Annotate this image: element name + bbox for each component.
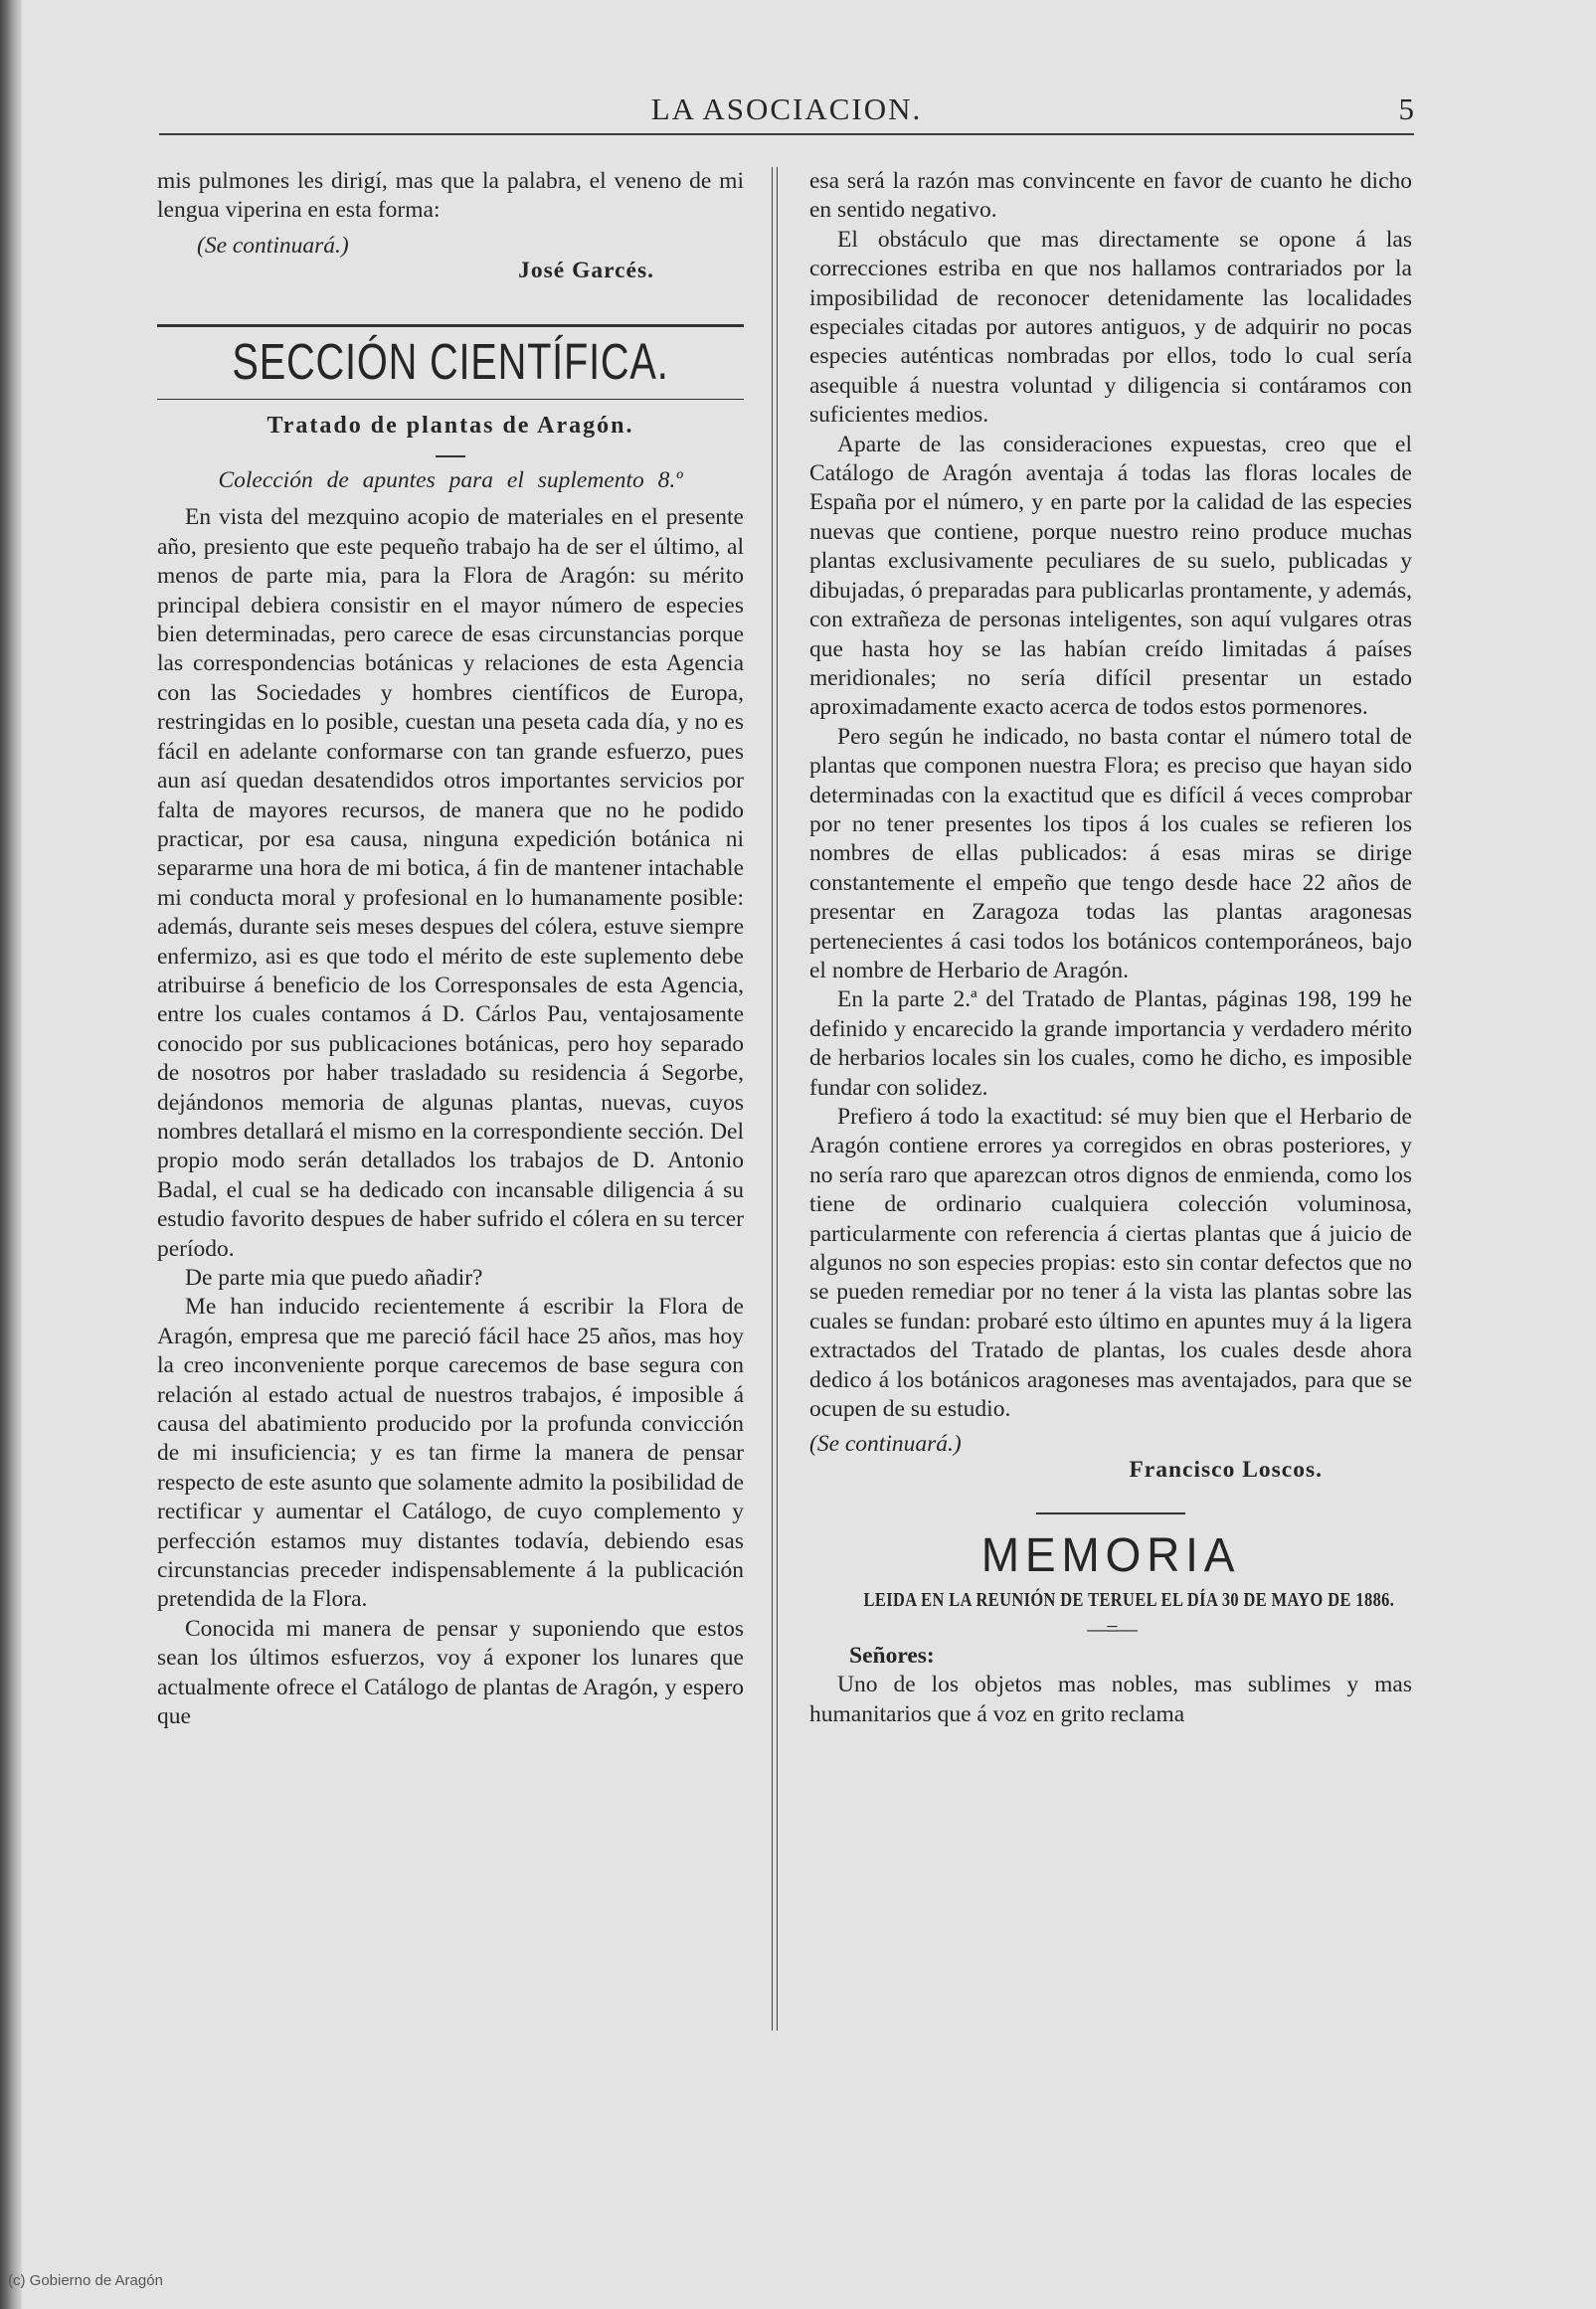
memoria-subtitle: LEIDA EN LA REUNIÓN DE TERUEL EL DÍA 30 DE MAYO DE 1886.: [863, 1589, 1395, 1612]
article-subtitle: Colección de apuntes para el suplemento 8.º: [218, 467, 683, 494]
right-column: [809, 167, 1412, 1729]
page-binding-edge: [0, 0, 22, 2309]
left-column: [157, 167, 744, 1732]
section-rule-top: [157, 324, 744, 327]
continued-note: (Se continuará.): [197, 232, 349, 259]
article-paragraph: El obstáculo que mas directamente se opone á las correcciones estriba en que nos hallamos contrariados por la imposibilidad de reconocer detenidamente las localidades especiales citadas por autores antiguos, y de adquirir no pocas especies auténticas nombradas por ellos, todo lo cual sería asequible á nuestra voluntad y diligencia si contáramos con suficientes medios.: [809, 226, 1412, 429]
opening-paragraph: mis pulmones les dirigí, mas que la palabra, el veneno de mi lengua viperina en esta forma:: [157, 168, 744, 224]
header-rule: [159, 133, 1414, 135]
article-paragraph: Conocida mi manera de pensar y suponiendo que estos sean los últimos esfuerzos, voy á exponer los lunares que actualmente ofrece el Catálogo de plantas de Aragón, y espero que: [157, 1615, 744, 1730]
article-paragraph: Aparte de las consideraciones expuestas, creo que el Catálogo de Aragón aventaja á todas las floras locales de España por el número, y en parte por la calidad de las especies nuevas que contiene, porque nuestro reino produce muchas plantas exclusivamente peculiares de su suelo, publicadas y dibujadas, ó preparadas para publicarlas prontamente, y además, con extrañeza de personas inteligentes, son aquí vulgares otras que hasta hoy se las habían creído limitadas á países meridionales; no sería difícil presentar un estado aproximadamente exacto acerca de todos estos pormenores.: [809, 431, 1412, 721]
memoria-title: MEMORIA: [980, 1529, 1241, 1583]
author-signature: Francisco Loscos.: [1129, 1456, 1323, 1483]
title-dash: [157, 444, 744, 464]
article-paragraph: esa será la razón mas convincente en favor de cuanto he dicho en sentido negativo.: [809, 168, 1412, 224]
memoria-rule: [1036, 1512, 1185, 1514]
page-header: [159, 88, 1414, 133]
article-paragraph: Pero según he indicado, no basta contar el número total de plantas que componen nuestra Flora; es preciso que hayan sido determinadas con la exactitud que es difícil á veces comprobar por no tener presentes los tipos á los cuales se refieren los nombres de ellas publicados: á esas miras se dirige constantemente el empeño que tengo desde hace 22 años de presentar en Zaragoza todas las plantas aragonesas pertenecientes á casi todos los botánicos contemporáneos, bajo el nombre de Herbario de Aragón.: [809, 723, 1412, 983]
author-signature: José Garcés.: [518, 258, 654, 284]
memoria-paragraph: Uno de los objetos mas nobles, mas sublimes y mas humanitarios que á voz en grito reclama: [809, 1672, 1412, 1727]
article-paragraph: Prefiero á todo la exactitud: sé muy bien que el Herbario de Aragón contiene errores ya corregidos en obras posteriores, y no sería raro que aparezcan otros dignos de enmienda, como los tiene de ordinario cualquiera colección voluminosa, particularmente con referencia á ciertas plantas que á juicio de algunos no son especies propias: esto sin contar defectos que no se pueden remediar por no tener á la vista las plantas sobre las cuales se fundan: probaré esto último en apuntes muy á la ligera extractados del Tratado de plantas, los cuales desde ahora dedico á los botánicos aragoneses mas aventajados, para que se ocupen de su estudio.: [809, 1104, 1412, 1423]
article-paragraph: Me han inducido recientemente á escribir la Flora de Aragón, empresa que me pareció fácil hace 25 años, mas hoy la creo inconveniente porque carecemos de base segura con relación al estado actual de nuestros trabajos, é imposible á causa del abatimiento producido por la profunda convicción de mi insuficiencia; y es tan firme la manera de pensar respecto de este asunto que solamente admito la posibilidad de rectificar y aumentar el Catálogo, de cuyo complemento y perfección estamos muy distantes todavía, debiendo esas circunstancias preceder indispensablemente á la publicación pretendida de la Flora.: [157, 1294, 744, 1613]
continued-note: (Se continuará.): [809, 1431, 962, 1458]
copyright-footer: (c) Gobierno de Aragón: [8, 2272, 163, 2289]
column-divider: [772, 167, 778, 2031]
section-title: SECCIÓN CIENTÍFICA.: [232, 332, 669, 390]
section-rule-bottom: [157, 399, 744, 400]
article-paragraph: En vista del mezquino acopio de materiales en el presente año, presiento que este pequeño trabajo ha de ser el último, al menos de parte mia, para la Flora de Aragón: su mérito principal debiera consistir en el mayor número de especies bien determinadas, pero carece de esas circunstancias porque las correspondencias botánicas y relaciones de esta Agencia con las Sociedades y hombres científicos de Europa, restringidas en lo posible, cuestan una peseta cada día, y no es fácil en adelante conformarse con tan grande esfuerzo, pues aun así quedan desatendidos otros importantes servicios por falta de mayores recursos, de manera que no he podido practicar, por esa causa, ninguna expedición botánica ni separarme una hora de mi botica, á fin de mantener intachable mi conducta moral y profesional en lo humanamente posible: además, durante seis meses despues del cólera, estuve siempre enfermizo, asi es que todo el mérito de este suplemento debe atribuirse á beneficio de los Corresponsales de esta Agencia, entre los cuales contamos á D. Cárlos Pau, ventajosamente conocido por sus publicaciones botánicas, pero hoy separado de nosotros por haber trasladado su residencia á Segorbe, dejándonos memoria de algunas plantas, nuevas, cuyos nombres detallará el mismo en la correspondiente sección. Del propio modo serán detallados los trabajos de D. Antonio Badal, el cual se ha dedicado con incansable diligencia á su estudio favorito despues de haber sufrido el cólera en su tercer período.: [157, 504, 744, 1262]
article-paragraph: En la parte 2.ª del Tratado de Plantas, páginas 198, 199 he definido y encarecido la grande importancia y verdadero mérito de herbarios locales sin los cuales, como he dicho, es imposible fundar con solidez.: [809, 986, 1412, 1101]
running-title: LA ASOCIACION.: [650, 91, 923, 126]
article-title: Tratado de plantas de Aragón.: [266, 412, 634, 439]
memoria-divider: —=—: [1087, 1615, 1135, 1641]
page-number: 5: [1398, 91, 1414, 126]
greeting: Señores:: [849, 1642, 935, 1669]
article-paragraph: De parte mia que puedo añadir?: [185, 1265, 483, 1291]
